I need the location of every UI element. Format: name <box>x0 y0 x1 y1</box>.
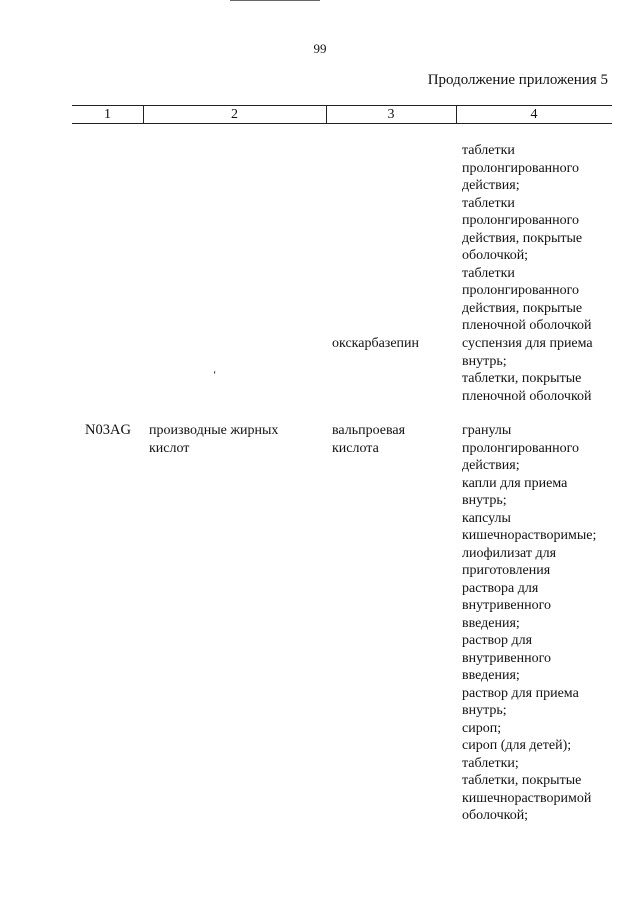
substance-name: окскарбазепин <box>332 336 420 351</box>
dosage-form: капсулы <box>462 510 511 526</box>
dosage-form: лиофилизат для <box>462 545 557 561</box>
dosage-form: внутривенного <box>462 598 552 613</box>
column-header-1: 1 <box>104 107 111 122</box>
dosage-forms-cell <box>462 422 596 825</box>
dosage-form: таблетки, покрытые <box>462 773 582 788</box>
dosage-form: пролонгированного <box>462 160 580 176</box>
atc-code: N03AG <box>85 422 131 438</box>
table-header-top-border <box>72 105 612 106</box>
substance-name <box>332 422 405 457</box>
substance-name-line: вальпроевая <box>332 423 406 438</box>
dosage-form: пролонгированного <box>462 283 580 298</box>
dosage-form: кишечнорастворимые; <box>462 528 597 543</box>
column-header-4: 4 <box>530 107 538 122</box>
dosage-form: сироп; <box>462 720 502 736</box>
dosage-form: приготовления <box>462 563 551 578</box>
dosage-form: раствор для приема <box>462 685 579 701</box>
dosage-form: таблетки <box>462 265 515 281</box>
dosage-form: оболочкой; <box>462 248 529 263</box>
dosage-form: таблетки <box>462 143 515 158</box>
dosage-form: пленочной оболочкой <box>462 388 592 404</box>
substance-name-line: кислота <box>332 440 379 456</box>
table-header-bottom-border <box>72 123 612 124</box>
column-header-2: 2 <box>231 107 238 122</box>
dosage-form: оболочкой; <box>462 808 529 823</box>
dosage-form: раствор для <box>462 633 533 648</box>
column-header-3: 3 <box>387 107 395 122</box>
dosage-form: пролонгированного <box>462 213 580 228</box>
dosage-form: действия; <box>462 458 520 473</box>
dosage-form: гранулы <box>462 423 512 438</box>
dosage-forms-cell <box>462 335 593 405</box>
continuation-title: Продолжение приложения 5 <box>427 72 608 88</box>
group-name-line: кислот <box>149 440 190 456</box>
dosage-form: внутрь; <box>462 353 507 369</box>
stray-mark: ‘ <box>213 370 217 381</box>
dosage-form: капли для приема <box>462 475 568 491</box>
dosage-forms-cell <box>462 142 592 335</box>
group-name <box>149 422 278 457</box>
dosage-form: таблетки <box>462 195 515 211</box>
dosage-form: действия, покрытые <box>462 300 583 316</box>
group-name-line: производные жирных <box>149 423 279 438</box>
dosage-form: введения; <box>462 668 520 683</box>
dosage-form: таблетки; <box>462 755 519 771</box>
dosage-form: таблетки, покрытые <box>462 371 582 386</box>
dosage-form: внутрь; <box>462 703 507 718</box>
dosage-form: действия; <box>462 178 520 193</box>
dosage-form: введения; <box>462 615 520 631</box>
top-rule <box>230 0 320 1</box>
dosage-form: действия, покрытые <box>462 230 583 246</box>
dosage-form: внутривенного <box>462 650 552 666</box>
dosage-form: раствора для <box>462 580 539 596</box>
dosage-form: пленочной оболочкой <box>462 318 592 333</box>
dosage-form: кишечнорастворимой <box>462 790 592 806</box>
dosage-form: внутрь; <box>462 493 507 508</box>
dosage-form: суспензия для приема <box>462 336 593 351</box>
dosage-form: пролонгированного <box>462 440 580 456</box>
page-number: 99 <box>313 41 327 56</box>
dosage-form: сироп (для детей); <box>462 738 572 753</box>
